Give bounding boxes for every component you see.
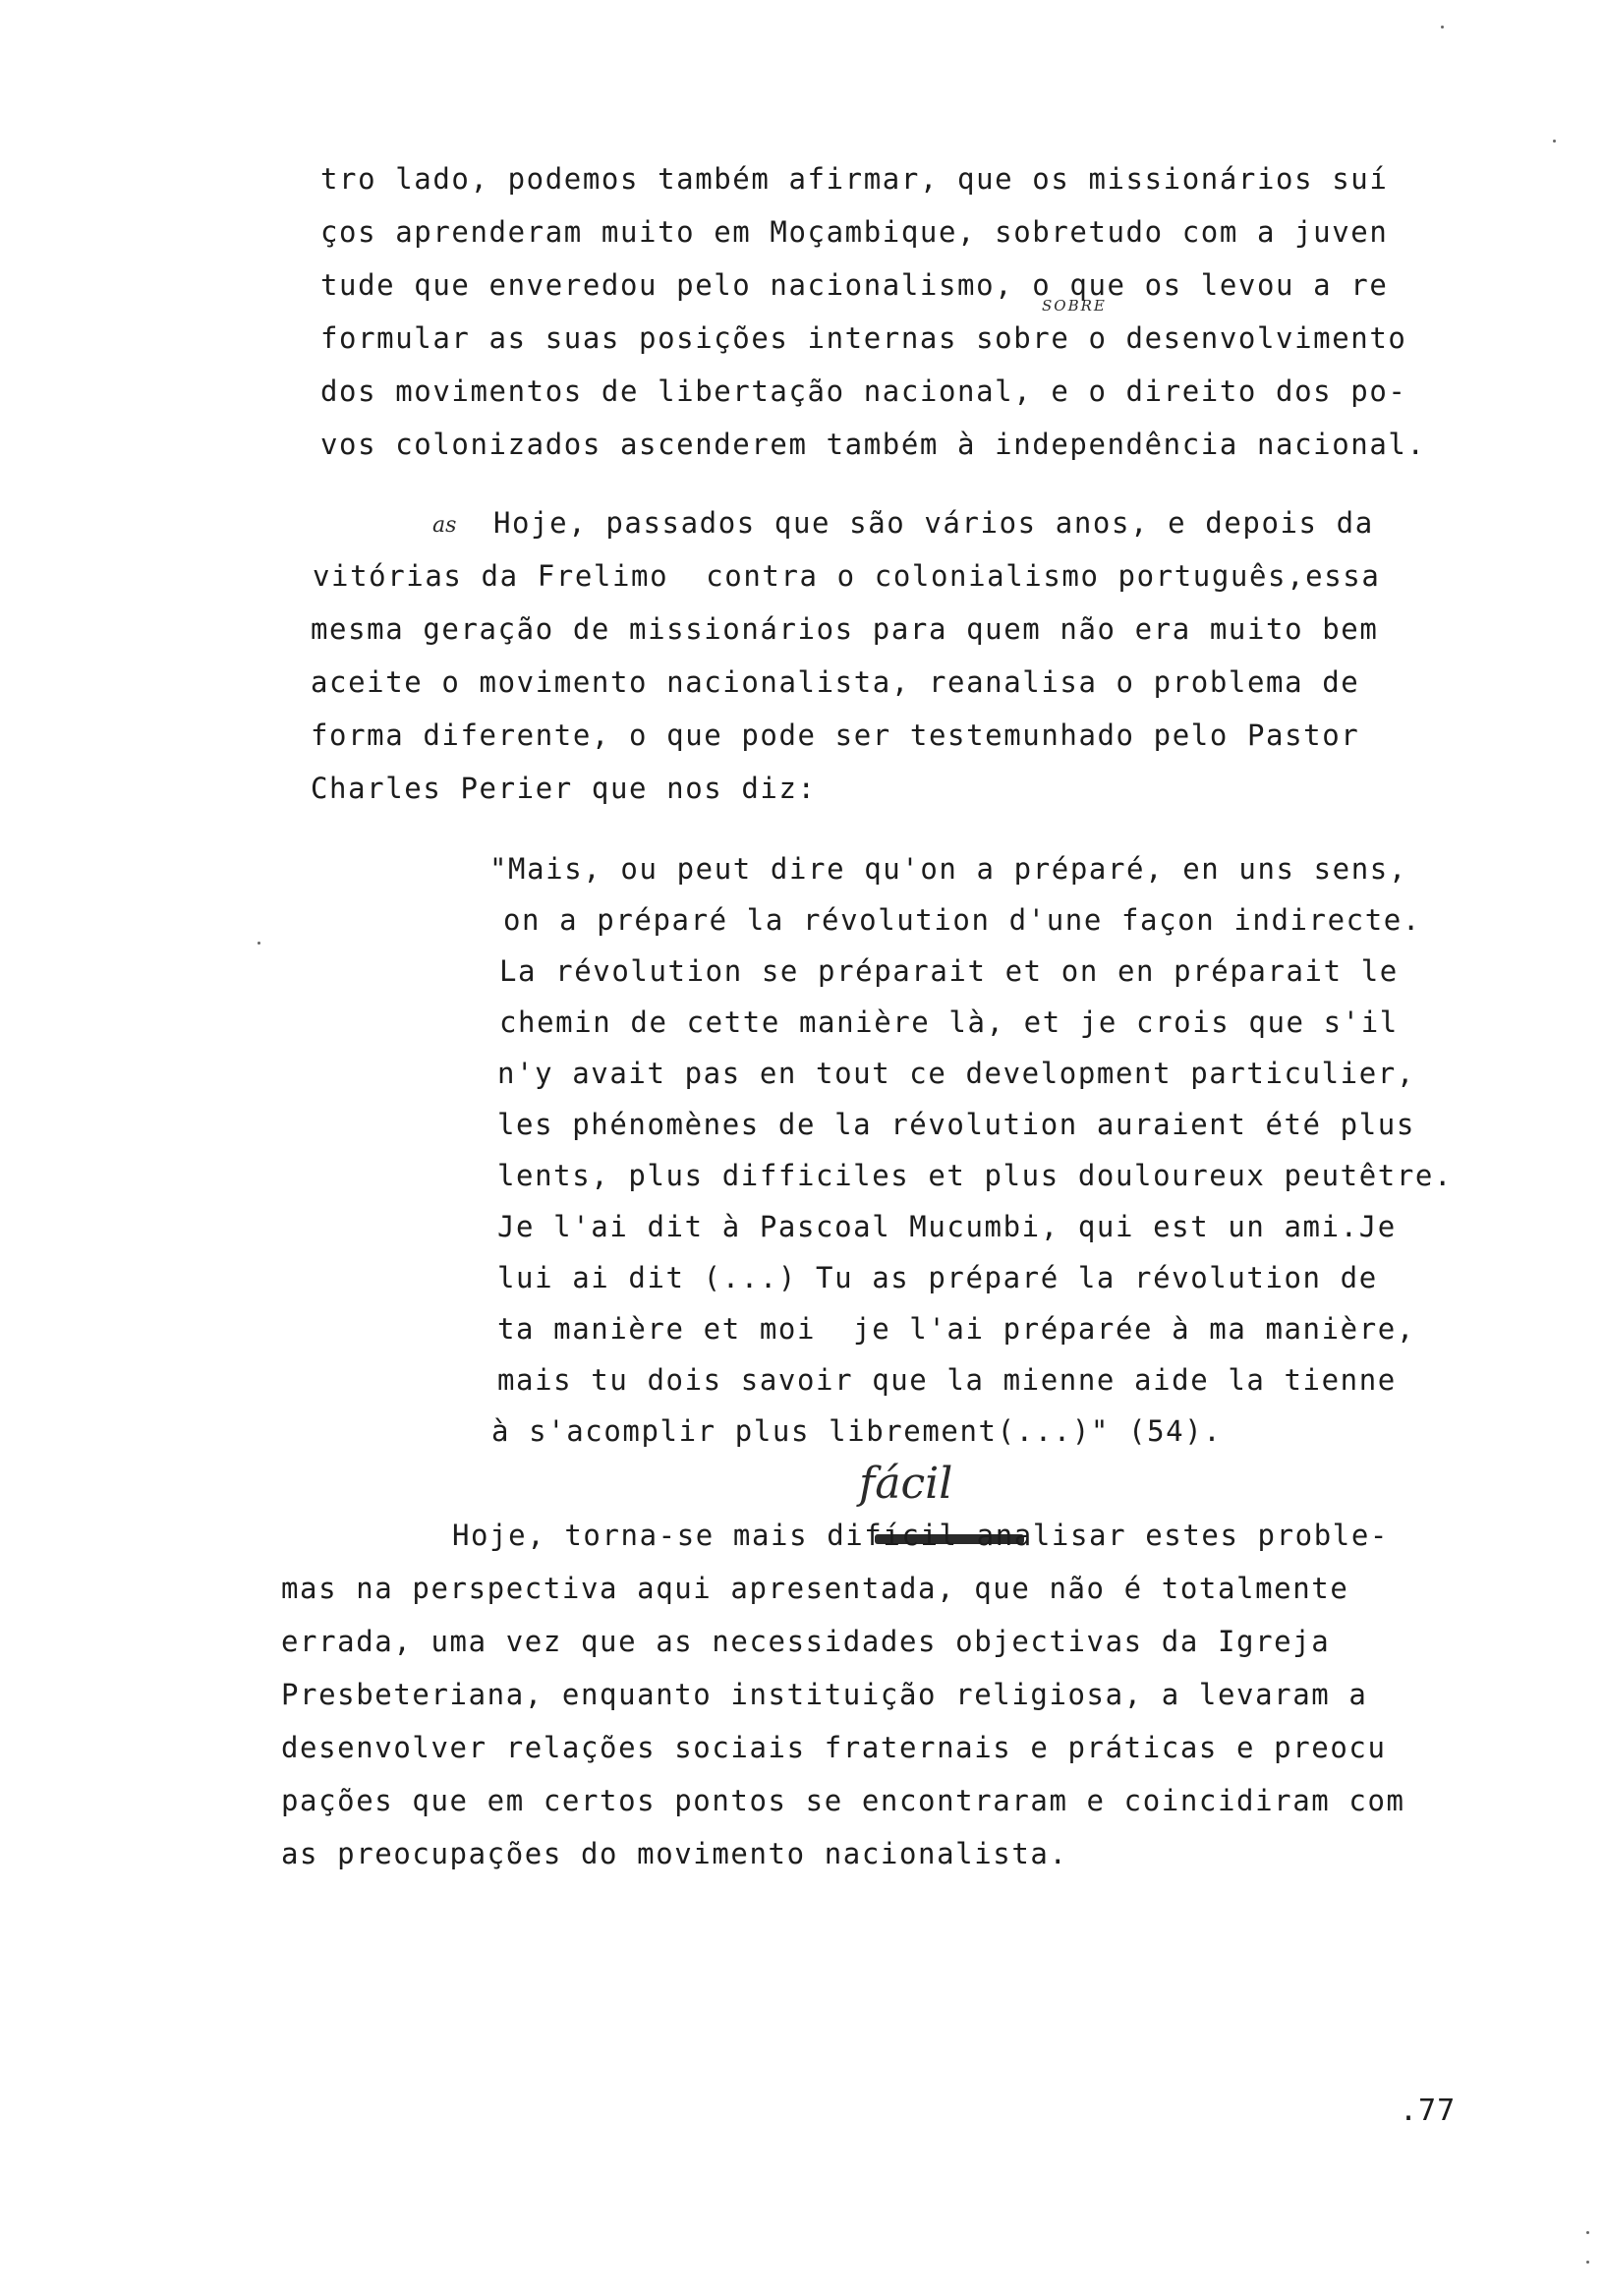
- text-line: vitórias da Frelimo contra o colonialismo português,essa: [313, 559, 1381, 593]
- quote-line: n'y avait pas en tout ce development particulier,: [497, 1057, 1415, 1090]
- quote-line: "Mais, ou peut dire qu'on a préparé, en uns sens,: [489, 852, 1407, 886]
- page-number: .77: [1400, 2094, 1457, 2128]
- handwritten-correction-facil: fácil: [859, 1459, 953, 1509]
- text-line: Hoje, torna-se mais difícil analisar estes proble-: [452, 1519, 1389, 1552]
- quote-line: ta manière et moi je l'ai préparée à ma manière,: [497, 1312, 1415, 1346]
- quote-line: chemin de cette manière là, et je crois que s'il: [499, 1005, 1399, 1039]
- text-line: formular as suas posições internas sobre o desenvolvimento: [320, 321, 1407, 355]
- text-line: Presbeteriana, enquanto instituição religiosa, a levaram a: [281, 1678, 1368, 1711]
- text-line: as preocupações do movimento nacionalista.: [281, 1837, 1068, 1870]
- scan-speck: [258, 942, 260, 945]
- text-line: errada, uma vez que as necessidades objectivas da Igreja: [281, 1625, 1331, 1658]
- text-line: dos movimentos de libertação nacional, e o direito dos po-: [320, 374, 1407, 408]
- handwritten-correction-as: as: [432, 513, 457, 538]
- text-line: pações que em certos pontos se encontraram e coincidiram com: [281, 1784, 1405, 1817]
- quote-line: à s'acomplir plus librement(...)" (54).: [491, 1414, 1223, 1448]
- text-line: aceite o movimento nacionalista, reanalisa o problema de: [311, 665, 1360, 699]
- text-line: Hoje, passados que são vários anos, e depois da: [493, 506, 1374, 540]
- text-line: tude que enveredou pelo nacionalismo, o que os levou a re: [320, 268, 1389, 302]
- scan-speck: [1586, 2231, 1589, 2234]
- text-line: mesma geração de missionários para quem não era muito bem: [311, 612, 1379, 646]
- quote-line: La révolution se préparait et on en préparait le: [499, 954, 1399, 988]
- text-line: Charles Perier que nos diz:: [311, 772, 817, 805]
- text-line: tro lado, podemos também afirmar, que os missionários suí: [320, 162, 1389, 196]
- quote-line: Je l'ai dit à Pascoal Mucumbi, qui est un ami.Je: [497, 1210, 1397, 1243]
- text-line: mas na perspectiva aqui apresentada, que não é totalmente: [281, 1572, 1349, 1605]
- text-line: ços aprenderam muito em Moçambique, sobretudo com a juven: [320, 215, 1389, 249]
- text-line: vos colonizados ascenderem também à independência nacional.: [320, 428, 1426, 461]
- quote-line: lui ai dit (...) Tu as préparé la révolution de: [497, 1261, 1378, 1294]
- quote-line: on a préparé la révolution d'une façon indirecte.: [503, 903, 1421, 937]
- scan-speck: [1586, 2261, 1589, 2264]
- handwritten-correction-sobre: SOBRE: [1042, 297, 1107, 315]
- quote-line: lents, plus difficiles et plus douloureux peutêtre.: [497, 1159, 1454, 1192]
- text-line: desenvolver relações sociais fraternais e práticas e preocu: [281, 1731, 1387, 1764]
- text-line: forma diferente, o que pode ser testemunhado pelo Pastor: [311, 718, 1360, 752]
- scan-speck: [1441, 26, 1444, 29]
- quote-line: les phénomènes de la révolution auraient été plus: [497, 1108, 1415, 1141]
- quote-line: mais tu dois savoir que la mienne aide la tienne: [497, 1363, 1397, 1397]
- scan-speck: [1553, 140, 1556, 143]
